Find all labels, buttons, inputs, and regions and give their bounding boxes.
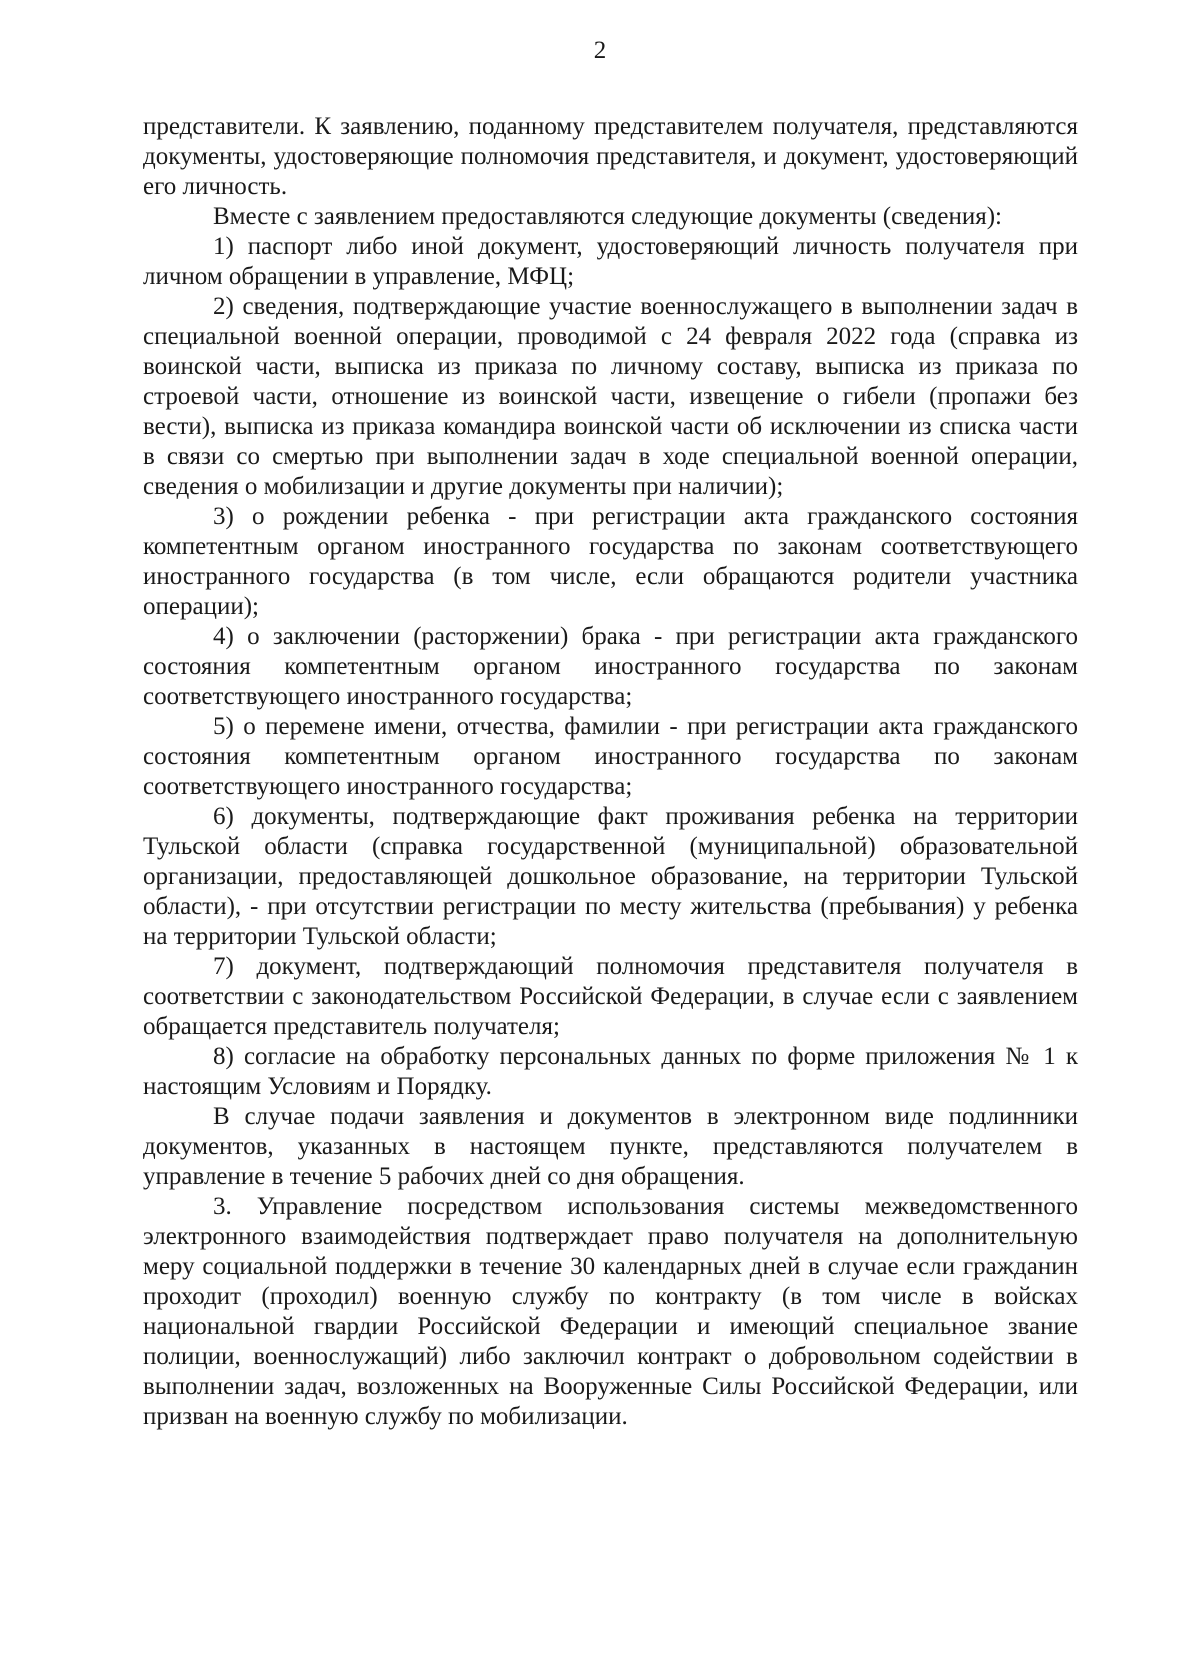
list-item-3: 3) о рождении ребенка - при регистрации акта гражданского состояния компетентным органом иностранного государства по законам соответствующего иностранного государства (в том числе, если обращаются родители участника операции); — [143, 503, 1078, 620]
list-item-7: 7) документ, подтверждающий полномочия представителя получателя в соответствии с законодательством Российской Федерации, в случае если с заявлением обращается представитель получателя; — [143, 953, 1078, 1040]
list-item-8: 8) согласие на обработку персональных данных по форме приложения № 1 к настоящим Условиям и Порядку. — [143, 1043, 1078, 1100]
paragraph-continuation: представители. К заявлению, поданному представителем получателя, представляются документы, удостоверяющие полномочия представителя, и документ, удостоверяющий его личность. — [143, 113, 1078, 200]
list-item-5: 5) о перемене имени, отчества, фамилии - при регистрации акта гражданского состояния компетентным органом иностранного государства по законам соответствующего иностранного государства; — [143, 713, 1078, 800]
page-number: 2 — [593, 37, 607, 64]
paragraph-section-3: 3. Управление посредством использования системы межведомственного электронного взаимодействия подтверждает право получателя на дополнительную меру социальной поддержки в течение 30 календарных дней в случае если гражданин проходит (проходил) военную службу по контракту (в том числе в войсках национальной гвардии Российской Федерации и имеющий специальное звание полиции, военнослужащий) либо заключил контракт о добровольном содействии в выполнении задач, возложенных на Вооруженные Силы Российской Федерации, или призван на военную службу по мобилизации. — [143, 1193, 1078, 1430]
paragraph-documents-intro: Вместе с заявлением предоставляются следующие документы (сведения): — [213, 203, 1003, 230]
paragraph-electronic-submission: В случае подачи заявления и документов в электронном виде подлинники документов, указанных в настоящем пункте, представляются получателем в управление в течение 5 рабочих дней со дня обращения. — [143, 1103, 1078, 1190]
document-body — [143, 112, 1078, 1432]
list-item-2: 2) сведения, подтверждающие участие военнослужащего в выполнении задач в специальной военной операции, проводимой с 24 февраля 2022 года (справка из воинской части, выписка из приказа по личному составу, выписка из приказа по строевой части, отношение из воинской части, извещение о гибели (пропажи без вести), выписка из приказа командира воинской части об исключении из списка части в связи со смертью при выполнении задач в ходе специальной военной операции, сведения о мобилизации и другие документы при наличии); — [143, 293, 1078, 500]
list-item-1: 1) паспорт либо иной документ, удостоверяющий личность получателя при личном обращении в управление, МФЦ; — [143, 233, 1078, 290]
list-item-6: 6) документы, подтверждающие факт проживания ребенка на территории Тульской области (справка государственной (муниципальной) образовательной организации, предоставляющей дошкольное образование, на территории Тульской области), - при отсутствии регистрации по месту жительства (пребывания) у ребенка на территории Тульской области; — [143, 803, 1078, 950]
list-item-4: 4) о заключении (расторжении) брака - при регистрации акта гражданского состояния компетентным органом иностранного государства по законам соответствующего иностранного государства; — [143, 623, 1078, 710]
